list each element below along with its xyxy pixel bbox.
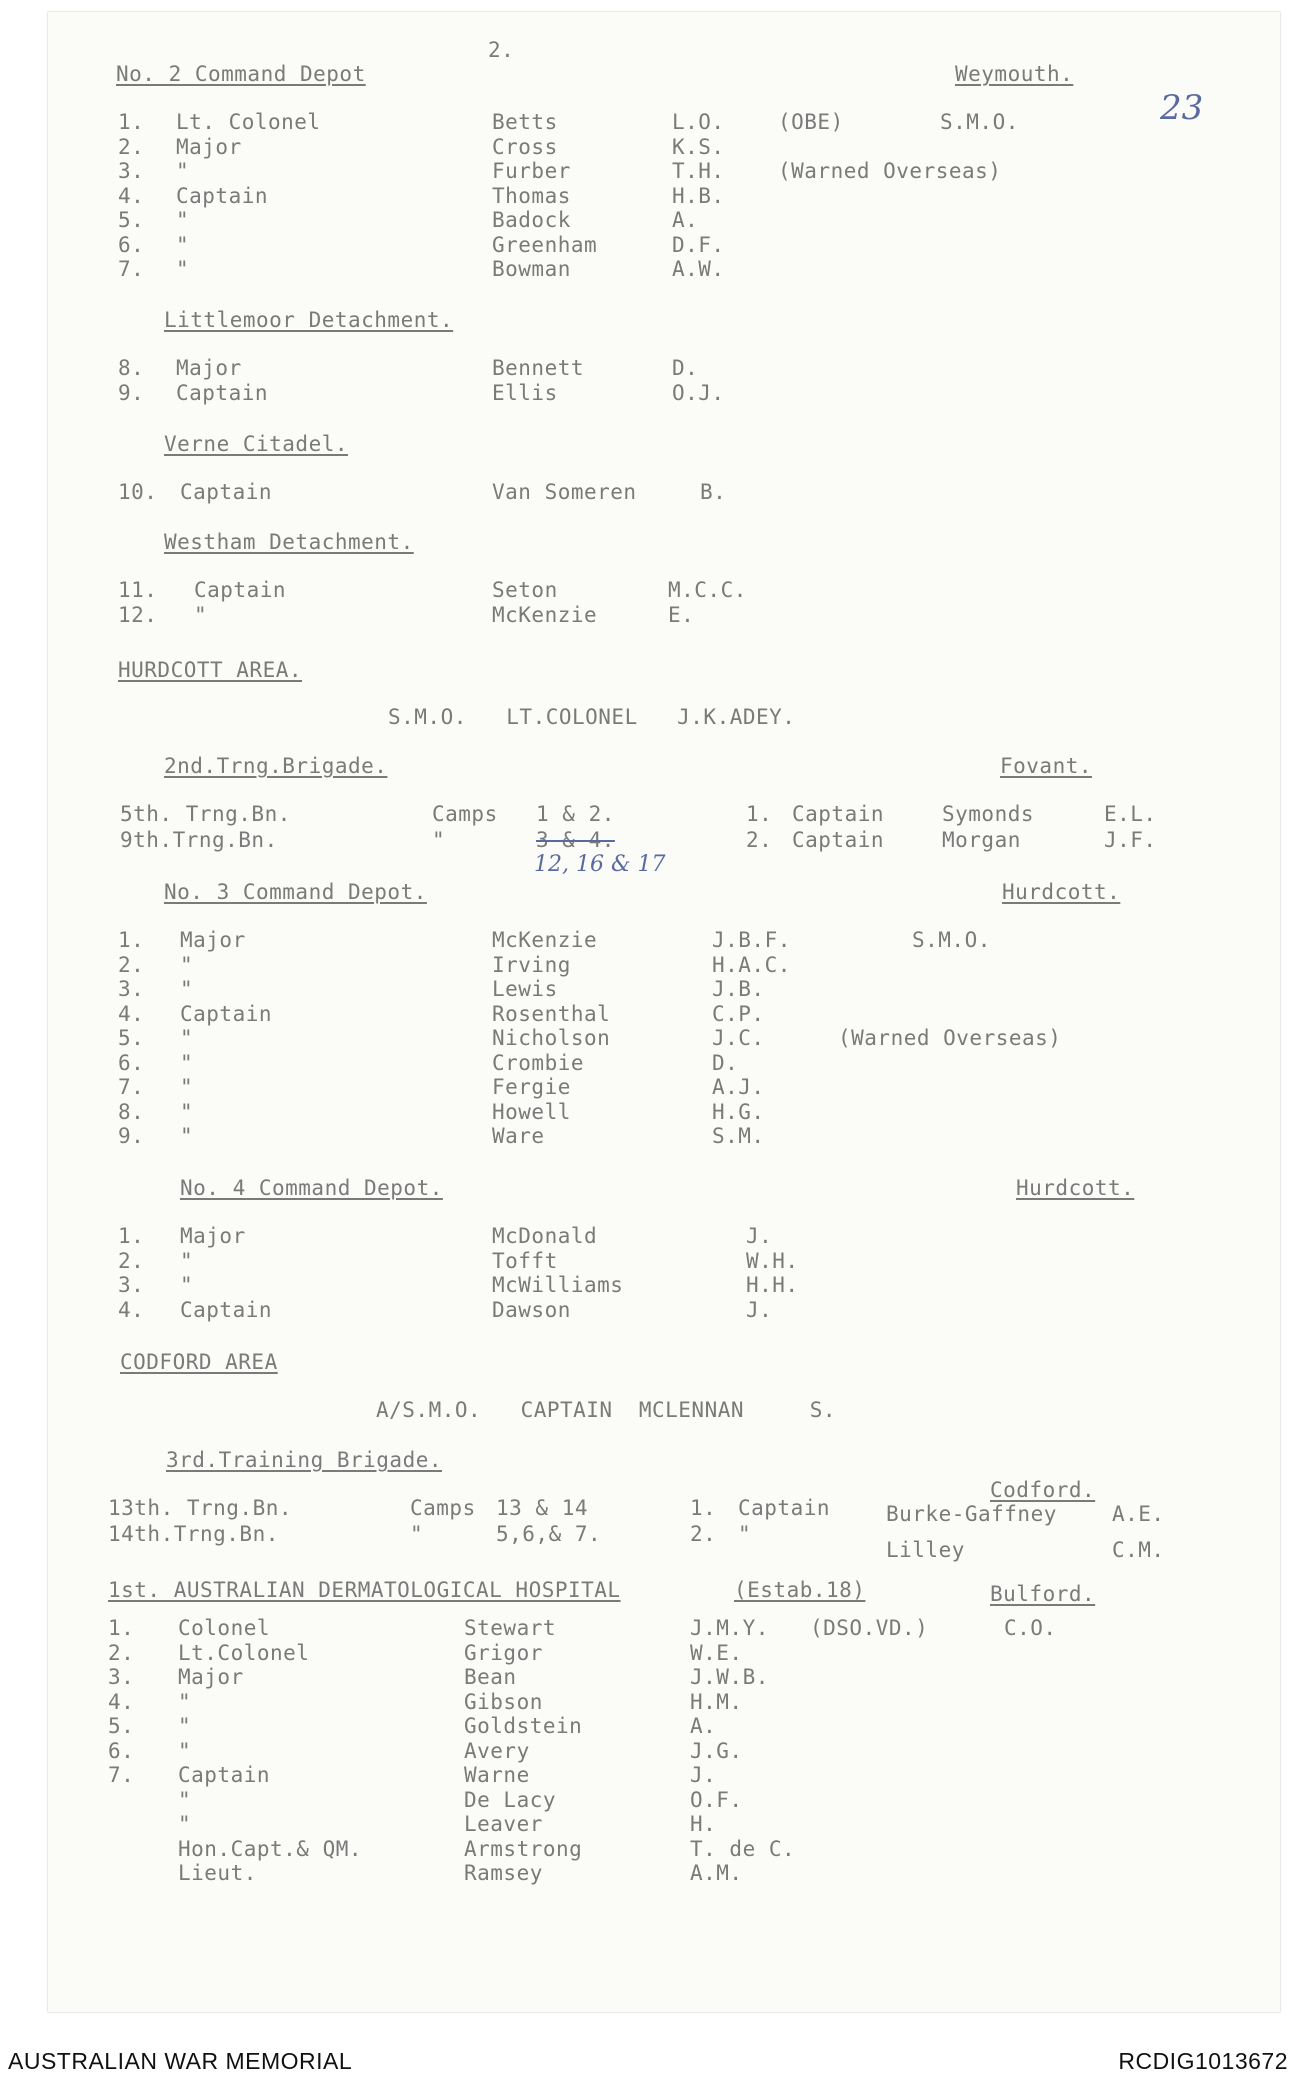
no2-row-number: 5. xyxy=(118,208,145,232)
camps: 5,6,& 7. xyxy=(496,1522,602,1546)
no3-surname: Crombie xyxy=(492,1050,585,1075)
no3-row-number: 7. xyxy=(118,1075,145,1099)
no2-surname: Greenham xyxy=(492,232,598,257)
no4-row-number: 1. xyxy=(118,1224,145,1248)
footer xyxy=(0,2032,1296,2082)
no3-rank: Major xyxy=(180,928,246,952)
brigade-row-number: 1. xyxy=(746,802,773,826)
area-title-hurdcott: HURDCOTT AREA. xyxy=(118,658,303,682)
brigade-surname: Symonds xyxy=(942,802,1035,826)
camps-label: Camps xyxy=(432,802,498,826)
section-title-verne: Verne Citadel. xyxy=(164,432,349,456)
hospital-surname: Armstrong xyxy=(464,1836,583,1861)
brigade-initials: J.F. xyxy=(1104,828,1157,852)
littlemoor-initials: D. xyxy=(672,356,699,380)
no4-initials: W.H. xyxy=(746,1248,799,1273)
no4-surname: Dawson xyxy=(492,1297,571,1322)
littlemoor-row-number: 8. xyxy=(118,356,145,380)
no3-rank: " xyxy=(180,1075,194,1099)
no2-rank: " xyxy=(176,159,190,183)
hospital-row-number: 7. xyxy=(108,1763,135,1787)
hospital-initials: J.M.Y. xyxy=(690,1616,769,1640)
hospital-rank: Captain xyxy=(178,1763,271,1787)
hospital-initials: H.M. xyxy=(690,1689,743,1714)
hospital-row-number: 5. xyxy=(108,1714,135,1738)
no3-surname: Irving xyxy=(492,952,571,977)
no3-row-number: 5. xyxy=(118,1026,145,1050)
hospital-initials: T. de C. xyxy=(690,1836,796,1861)
no3-surname: Howell xyxy=(492,1099,571,1124)
littlemoor-surname: Bennett xyxy=(492,356,585,380)
hospital-surname: Leaver xyxy=(464,1812,543,1836)
no3-surname: Ware xyxy=(492,1124,545,1148)
battalion: 5th. Trng.Bn. xyxy=(120,802,291,826)
no2-row-number: 7. xyxy=(118,257,145,281)
verne-surname: Van Someren xyxy=(492,480,637,504)
hospital-surname: Ramsey xyxy=(464,1861,543,1885)
hospital-surname: Bean xyxy=(464,1665,517,1689)
no3-initials: H.G. xyxy=(712,1099,765,1124)
no3-row-number: 4. xyxy=(118,1001,145,1026)
verne-rank: Captain xyxy=(180,480,273,504)
area-smo-hurdcott: S.M.O. LT.COLONEL J.K.ADEY. xyxy=(388,705,796,729)
brigade-initials: C.M. xyxy=(1112,1538,1165,1562)
no2-surname: Betts xyxy=(492,110,558,134)
no3-initials: J.C. xyxy=(712,1026,765,1050)
no2-initials: T.H. xyxy=(672,159,725,183)
footer-credit: AUSTRALIAN WAR MEMORIAL xyxy=(8,2048,353,2074)
westham-rank: Captain xyxy=(194,578,287,602)
hospital-note: (DSO.VD.) xyxy=(810,1616,929,1640)
no3-initials: J.B. xyxy=(712,977,765,1001)
verne-initials: B. xyxy=(700,480,727,504)
no2-row-number: 2. xyxy=(118,134,145,159)
brigade-row-number: 2. xyxy=(746,828,773,852)
no2-initials: H.B. xyxy=(672,183,725,208)
hospital-row-number: 1. xyxy=(108,1616,135,1640)
no3-initials: H.A.C. xyxy=(712,952,791,977)
section-title-littlemoor: Littlemoor Detachment. xyxy=(164,308,454,332)
no3-role: S.M.O. xyxy=(912,928,991,952)
hospital-rank: " xyxy=(178,1787,192,1812)
no4-initials: J. xyxy=(746,1224,773,1248)
brigade-rank: Captain xyxy=(738,1496,831,1520)
westham-initials: M.C.C. xyxy=(668,578,747,602)
area-title-codford: CODFORD AREA xyxy=(120,1350,278,1374)
no2-initials: A.W. xyxy=(672,257,725,281)
hospital-rank: Colonel xyxy=(178,1616,271,1640)
hospital-rank: Lieut. xyxy=(178,1861,257,1885)
no2-rank: Major xyxy=(176,134,242,159)
hospital-rank: Lt.Colonel xyxy=(178,1640,310,1665)
no2-initials: D.F. xyxy=(672,232,725,257)
camps-label: " xyxy=(410,1522,424,1546)
no3-rank: " xyxy=(180,952,194,977)
no2-surname: Bowman xyxy=(492,257,571,281)
no2-initials: A. xyxy=(672,208,699,232)
no3-row-number: 2. xyxy=(118,952,145,977)
hospital-initials: J.G. xyxy=(690,1738,743,1763)
footer-id: RCDIG1013672 xyxy=(1118,2048,1288,2074)
no2-rank: " xyxy=(176,257,190,281)
no3-initials: S.M. xyxy=(712,1124,765,1148)
section-location-hospital: Bulford. xyxy=(990,1582,1096,1606)
hospital-role: C.O. xyxy=(1004,1616,1057,1640)
battalion: 14th.Trng.Bn. xyxy=(108,1522,279,1546)
no2-row-number: 3. xyxy=(118,159,145,183)
no4-surname: McDonald xyxy=(492,1224,598,1248)
no3-rank: " xyxy=(180,977,194,1001)
hospital-rank: " xyxy=(178,1714,192,1738)
no3-row-number: 1. xyxy=(118,928,145,952)
hospital-rank: " xyxy=(178,1812,192,1836)
hospital-initials: J. xyxy=(690,1763,717,1787)
no3-initials: C.P. xyxy=(712,1001,765,1026)
brigade-surname: Burke-Gaffney xyxy=(886,1502,1057,1526)
no4-surname: Tofft xyxy=(492,1248,558,1273)
no3-surname: McKenzie xyxy=(492,928,598,952)
section-title-third-brigade: 3rd.Training Brigade. xyxy=(166,1448,443,1472)
no4-surname: McWilliams xyxy=(492,1273,624,1297)
no2-surname: Thomas xyxy=(492,183,571,208)
no4-row-number: 3. xyxy=(118,1273,145,1297)
westham-initials: E. xyxy=(668,602,695,627)
no3-initials: J.B.F. xyxy=(712,928,791,952)
no3-surname: Rosenthal xyxy=(492,1001,611,1026)
no3-rank: " xyxy=(180,1026,194,1050)
camps: 13 & 14 xyxy=(496,1496,589,1520)
no3-note: (Warned Overseas) xyxy=(838,1026,1062,1050)
no4-row-number: 4. xyxy=(118,1297,145,1322)
brigade-surname: Lilley xyxy=(886,1538,965,1562)
no3-surname: Fergie xyxy=(492,1075,571,1099)
no2-note: (Warned Overseas) xyxy=(778,159,1002,183)
hospital-rank: " xyxy=(178,1689,192,1714)
no2-note: (OBE) xyxy=(778,110,844,134)
no2-initials: K.S. xyxy=(672,134,725,159)
hospital-establishment: (Estab.18) xyxy=(734,1578,866,1602)
no2-surname: Badock xyxy=(492,208,571,232)
hospital-initials: J.W.B. xyxy=(690,1665,769,1689)
handwritten-folio: 23 xyxy=(1160,88,1204,128)
brigade-rank: " xyxy=(738,1522,752,1546)
hospital-surname: Warne xyxy=(464,1763,530,1787)
littlemoor-row-number: 9. xyxy=(118,380,145,405)
hospital-initials: A.M. xyxy=(690,1861,743,1885)
brigade-rank: Captain xyxy=(792,828,885,852)
no2-surname: Furber xyxy=(492,159,571,183)
no4-rank: Major xyxy=(180,1224,246,1248)
section-location-second-brigade: Fovant. xyxy=(1000,754,1093,778)
hospital-surname: Avery xyxy=(464,1738,530,1763)
no3-surname: Lewis xyxy=(492,977,558,1001)
no3-rank: Captain xyxy=(180,1001,273,1026)
hospital-rank: " xyxy=(178,1738,192,1763)
section-title-no4: No. 4 Command Depot. xyxy=(180,1176,443,1200)
hospital-surname: De Lacy xyxy=(464,1787,557,1812)
no2-rank: " xyxy=(176,208,190,232)
no2-rank: " xyxy=(176,232,190,257)
section-location-no2: Weymouth. xyxy=(955,62,1074,86)
no3-surname: Nicholson xyxy=(492,1026,611,1050)
no2-role: S.M.O. xyxy=(940,110,1019,134)
no3-initials: D. xyxy=(712,1050,739,1075)
no4-initials: H.H. xyxy=(746,1273,799,1297)
section-location-third-brigade: Codford. xyxy=(990,1478,1096,1502)
section-location-no4: Hurdcott. xyxy=(1016,1176,1135,1200)
hospital-rank: Major xyxy=(178,1665,244,1689)
littlemoor-surname: Ellis xyxy=(492,380,558,405)
westham-rank: " xyxy=(194,602,208,627)
littlemoor-rank: Major xyxy=(176,356,242,380)
hospital-surname: Goldstein xyxy=(464,1714,583,1738)
hospital-initials: H. xyxy=(690,1812,717,1836)
no2-row-number: 6. xyxy=(118,232,145,257)
westham-row-number: 12. xyxy=(118,602,158,627)
no4-initials: J. xyxy=(746,1297,773,1322)
littlemoor-initials: O.J. xyxy=(672,380,725,405)
handwritten-camps-correction: 12, 16 & 17 xyxy=(534,852,666,877)
hospital-surname: Grigor xyxy=(464,1640,543,1665)
westham-row-number: 11. xyxy=(118,578,158,602)
no3-rank: " xyxy=(180,1099,194,1124)
hospital-row-number: 4. xyxy=(108,1689,135,1714)
camps: 1 & 2. xyxy=(536,802,615,826)
camps: 3 & 4. xyxy=(536,828,615,852)
area-smo-codford: A/S.M.O. CAPTAIN MCLENNAN S. xyxy=(376,1398,837,1422)
hospital-initials: A. xyxy=(690,1714,717,1738)
verne-row-number: 10. xyxy=(118,480,158,504)
camps-label: " xyxy=(432,828,446,852)
section-title-hospital: 1st. AUSTRALIAN DERMATOLOGICAL HOSPITAL xyxy=(108,1578,621,1602)
section-title-no3: No. 3 Command Depot. xyxy=(164,880,427,904)
brigade-row-number: 1. xyxy=(690,1496,717,1520)
no4-rank: " xyxy=(180,1273,194,1297)
battalion: 9th.Trng.Bn. xyxy=(120,828,278,852)
no3-rank: " xyxy=(180,1050,194,1075)
no3-row-number: 8. xyxy=(118,1099,145,1124)
no3-row-number: 9. xyxy=(118,1124,145,1148)
brigade-initials: A.E. xyxy=(1112,1502,1165,1526)
camps-label: Camps xyxy=(410,1496,476,1520)
hospital-row-number: 6. xyxy=(108,1738,135,1763)
page-number: 2. xyxy=(488,38,515,62)
hospital-rank: Hon.Capt.& QM. xyxy=(178,1836,363,1861)
hospital-initials: O.F. xyxy=(690,1787,743,1812)
no3-row-number: 3. xyxy=(118,977,145,1001)
no4-rank: Captain xyxy=(180,1297,273,1322)
no2-rank: Captain xyxy=(176,183,269,208)
section-title-second-brigade: 2nd.Trng.Brigade. xyxy=(164,754,388,778)
section-title-no2: No. 2 Command Depot xyxy=(116,62,366,86)
westham-surname: Seton xyxy=(492,578,558,602)
hospital-row-number: 3. xyxy=(108,1665,135,1689)
no3-row-number: 6. xyxy=(118,1050,145,1075)
no4-rank: " xyxy=(180,1248,194,1273)
brigade-initials: E.L. xyxy=(1104,802,1157,826)
no2-row-number: 1. xyxy=(118,110,145,134)
hospital-surname: Gibson xyxy=(464,1689,543,1714)
westham-surname: McKenzie xyxy=(492,602,598,627)
brigade-row-number: 2. xyxy=(690,1522,717,1546)
brigade-rank: Captain xyxy=(792,802,885,826)
section-title-westham: Westham Detachment. xyxy=(164,530,414,554)
no2-surname: Cross xyxy=(492,134,558,159)
no3-initials: A.J. xyxy=(712,1075,765,1099)
battalion: 13th. Trng.Bn. xyxy=(108,1496,293,1520)
no3-rank: " xyxy=(180,1124,194,1148)
no2-rank: Lt. Colonel xyxy=(176,110,321,134)
hospital-row-number: 2. xyxy=(108,1640,135,1665)
section-location-no3: Hurdcott. xyxy=(1002,880,1121,904)
hospital-initials: W.E. xyxy=(690,1640,743,1665)
hospital-surname: Stewart xyxy=(464,1616,557,1640)
no4-row-number: 2. xyxy=(118,1248,145,1273)
brigade-surname: Morgan xyxy=(942,828,1021,852)
littlemoor-rank: Captain xyxy=(176,380,269,405)
no2-initials: L.O. xyxy=(672,110,725,134)
no2-row-number: 4. xyxy=(118,183,145,208)
